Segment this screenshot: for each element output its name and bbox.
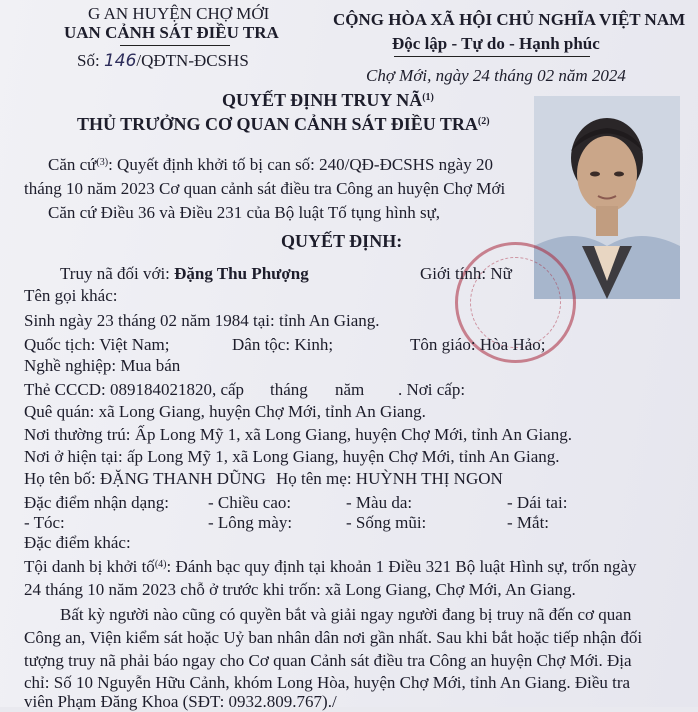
doc-no-prefix: Số: bbox=[77, 51, 104, 70]
basis-prefix: Căn cứ bbox=[48, 155, 97, 174]
father-name: Họ tên bố: ĐẶNG THANH DŨNG bbox=[24, 469, 266, 488]
id-month: tháng bbox=[270, 380, 308, 399]
feature-nose: - Sống mũi: bbox=[346, 513, 427, 532]
notice-line1: Bất kỳ người nào cũng có quyền bắt và giải ngay người đang bị truy nã đến cơ quan bbox=[60, 605, 632, 624]
feature-height: - Chiều cao: bbox=[208, 493, 292, 512]
permanent-residence: Nơi thường trú: Ấp Long Mỹ 1, xã Long Giang, huyện Chợ Mới, tỉnh An Giang. bbox=[24, 425, 573, 444]
wanted-label: Truy nã đối với: bbox=[60, 264, 175, 283]
id-place: . Nơi cấp: bbox=[398, 380, 466, 399]
charge-text: : Đánh bạc quy định tại khoản 1 Điều 321 Bộ luật Hình sự, trốn ngày bbox=[166, 557, 637, 576]
ethnicity: Dân tộc: Kinh; bbox=[232, 335, 334, 354]
basis-line2: tháng 10 năm 2023 Cơ quan cảnh sát điều tra Công an huyện Chợ Mới bbox=[24, 179, 506, 198]
charge-note: (4) bbox=[154, 559, 167, 570]
document-number bbox=[77, 51, 249, 71]
current-residence: Nơi ở hiện tại: ấp Long Mỹ 1, xã Long Giang, huyện Chợ Mới, tỉnh An Giang. bbox=[24, 447, 560, 466]
notice-line2: Công an, Viện kiểm sát hoặc Uỷ ban nhân dân nơi gần nhất. Sau khi bắt hoặc tiếp nhận đối bbox=[24, 628, 643, 647]
notice-line5: viên Phạm Đăng Khoa (SĐT: 0932.809.767)./ bbox=[24, 692, 337, 711]
occupation: Nghề nghiệp: Mua bán bbox=[24, 356, 181, 375]
alias: Tên gọi khác: bbox=[24, 286, 118, 305]
agency-line2: UAN CẢNH SÁT ĐIỀU TRA bbox=[64, 23, 279, 42]
doc-no-suffix: /QĐTN-ĐCSHS bbox=[136, 51, 249, 70]
document-title bbox=[222, 90, 434, 110]
republic-title: CỘNG HÒA XÃ HỘI CHỦ NGHĨA VIỆT NAM bbox=[333, 10, 686, 29]
feature-hair: - Tóc: bbox=[24, 513, 65, 532]
issuer-main: THỦ TRƯỞNG CƠ QUAN CẢNH SÁT ĐIỀU TRA bbox=[77, 114, 478, 134]
features-label: Đặc điểm nhận dạng: bbox=[24, 493, 169, 512]
notice-line4: chỉ: Số 10 Nguyễn Hữu Cảnh, khóm Long Hòa, huyện Chợ Mới, tỉnh An Giang. Điều tra bbox=[24, 673, 631, 692]
motto: Độc lập - Tự do - Hạnh phúc bbox=[392, 34, 600, 53]
hometown: Quê quán: xã Long Giang, huyện Chợ Mới, tỉnh An Giang. bbox=[24, 402, 426, 421]
subject-name: Đặng Thu Phượng bbox=[174, 264, 309, 283]
issuer-note: (2) bbox=[477, 116, 490, 127]
birth-info: Sinh ngày 23 tháng 02 năm 1984 tại: tỉnh An Giang. bbox=[24, 311, 380, 330]
religion: Tôn giáo: Hòa Hảo; bbox=[410, 335, 546, 354]
basis-line1 bbox=[48, 155, 493, 175]
feature-eye: - Mắt: bbox=[507, 513, 550, 532]
doc-no-handwritten: 146 bbox=[103, 51, 137, 71]
feature-other: Đặc điểm khác: bbox=[24, 533, 131, 552]
id-card: Thẻ CCCD: 089184021820, cấp bbox=[24, 380, 245, 399]
issuer-title bbox=[77, 114, 490, 134]
notice-line3: tượng truy nã phải báo ngay cho Cơ quan Cảnh sát điều tra Công an huyện Chợ Mới. Địa bbox=[24, 651, 632, 670]
feature-ear: - Dái tai: bbox=[507, 493, 568, 512]
title-note: (1) bbox=[422, 92, 434, 103]
basis-text: : Quyết định khởi tố bị can số: 240/QĐ-ĐCSHS ngày 20 bbox=[108, 155, 493, 174]
basis-line3: Căn cứ Điều 36 và Điều 231 của Bộ luật Tố tụng hình sự, bbox=[48, 203, 441, 222]
title-main: QUYẾT ĐỊNH TRUY NÃ bbox=[222, 90, 423, 110]
agency-underline bbox=[120, 45, 230, 46]
feature-eyebrow: - Lông mày: bbox=[208, 513, 293, 532]
mother-name: Họ tên mẹ: HUỲNH THỊ NGON bbox=[276, 469, 503, 488]
gender: Giới tính: Nữ bbox=[420, 264, 512, 283]
charge-line1 bbox=[24, 557, 637, 577]
charge-prefix: Tội danh bị khởi tố bbox=[24, 557, 155, 576]
place-date: Chợ Mới, ngày 24 tháng 02 năm 2024 bbox=[366, 66, 626, 85]
motto-underline bbox=[394, 56, 590, 57]
basis-note: (3) bbox=[96, 157, 109, 168]
nationality: Quốc tịch: Việt Nam; bbox=[24, 335, 170, 354]
wanted-subject bbox=[60, 264, 309, 284]
agency-line1: G AN HUYỆN CHỢ MỚI bbox=[88, 4, 270, 23]
decision-heading: QUYẾT ĐỊNH: bbox=[281, 231, 403, 251]
feature-skin: - Màu da: bbox=[346, 493, 413, 512]
charge-line2: 24 tháng 10 năm 2023 chỗ ở trước khi trốn: xã Long Giang, Chợ Mới, An Giang. bbox=[24, 580, 576, 599]
id-year: năm bbox=[335, 380, 365, 399]
